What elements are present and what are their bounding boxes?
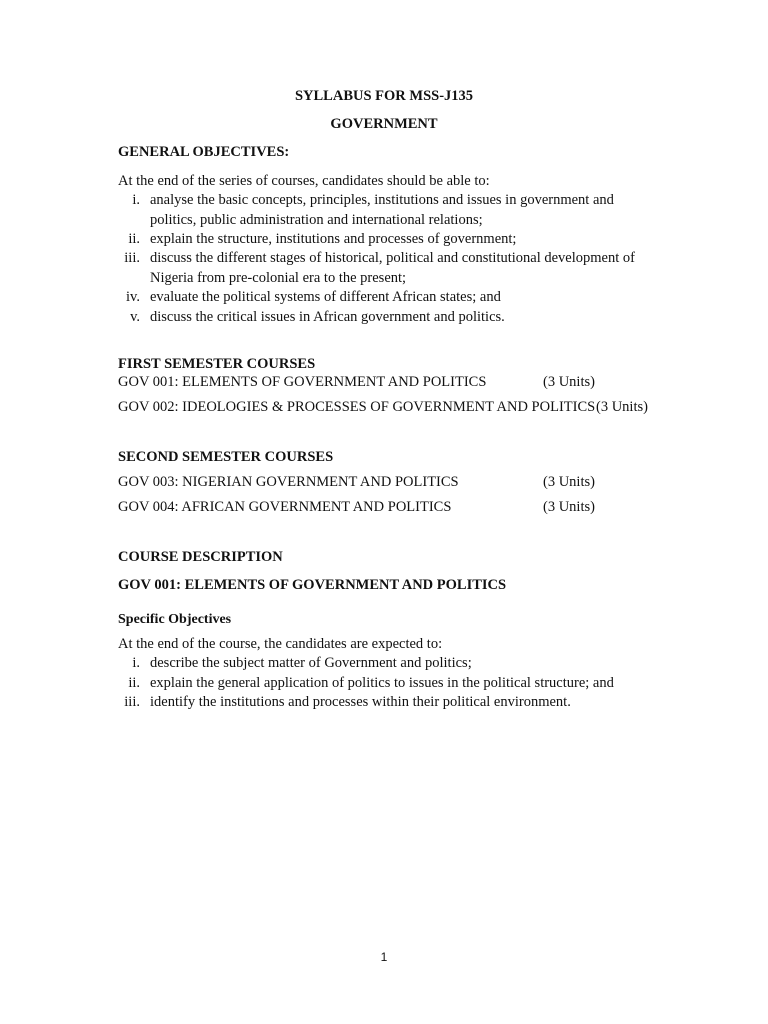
list-item-text: describe the subject matter of Government and politics; <box>150 655 472 671</box>
course-units: (3 Units) <box>543 474 595 490</box>
list-item-number: ii. <box>128 675 140 691</box>
list-item-number: iii. <box>124 250 140 266</box>
second-semester-heading: SECOND SEMESTER COURSES <box>118 449 334 465</box>
course-title: GOV 003: NIGERIAN GOVERNMENT AND POLITICS <box>118 474 459 490</box>
list-item-number: i. <box>132 655 140 671</box>
subject-title: GOVERNMENT <box>330 116 438 132</box>
course-units: (3 Units) <box>596 399 648 415</box>
list-item-text: evaluate the political systems of different African states; and <box>150 289 501 305</box>
course-title: GOV 004: AFRICAN GOVERNMENT AND POLITICS <box>118 499 452 515</box>
course-description-heading: COURSE DESCRIPTION <box>118 549 283 565</box>
specific-objectives-heading: Specific Objectives <box>118 612 232 627</box>
list-item-text: identify the institutions and processes within their political environment. <box>150 694 571 710</box>
list-item-number: ii. <box>128 231 140 247</box>
list-item-text: explain the structure, institutions and processes of government; <box>150 231 517 247</box>
list-item-number: iii. <box>124 694 140 710</box>
list-item-text: discuss the different stages of historical, political and constitutional development of <box>150 250 635 266</box>
course-title: GOV 002: IDEOLOGIES & PROCESSES OF GOVERNMENT AND POLITICS <box>118 399 596 415</box>
list-item-number: i. <box>132 192 140 208</box>
general-objectives-heading: GENERAL OBJECTIVES: <box>118 144 290 160</box>
specific-objectives-intro: At the end of the course, the candidates are expected to: <box>118 636 443 652</box>
general-objectives-intro: At the end of the series of courses, candidates should be able to: <box>118 173 490 189</box>
list-item-text: Nigeria from pre-colonial era to the present; <box>150 269 407 286</box>
first-semester-heading: FIRST SEMESTER COURSES <box>118 356 316 372</box>
list-item-number: v. <box>130 309 140 325</box>
course-units: (3 Units) <box>543 499 595 515</box>
page-number: 1 <box>380 950 388 964</box>
course-title: GOV 001: ELEMENTS OF GOVERNMENT AND POLITICS <box>118 374 487 390</box>
list-item-text: politics, public administration and international relations; <box>150 211 483 228</box>
document-title: SYLLABUS FOR MSS-J135 <box>294 88 474 104</box>
list-item-text: explain the general application of politics to issues in the political structure; and <box>150 675 614 691</box>
list-item-text: discuss the critical issues in African government and politics. <box>150 309 505 325</box>
list-item-number: iv. <box>126 289 140 305</box>
course-description-title: GOV 001: ELEMENTS OF GOVERNMENT AND POLITICS <box>118 577 507 593</box>
course-units: (3 Units) <box>543 374 595 390</box>
list-item-text: analyse the basic concepts, principles, institutions and issues in government and <box>150 192 614 208</box>
